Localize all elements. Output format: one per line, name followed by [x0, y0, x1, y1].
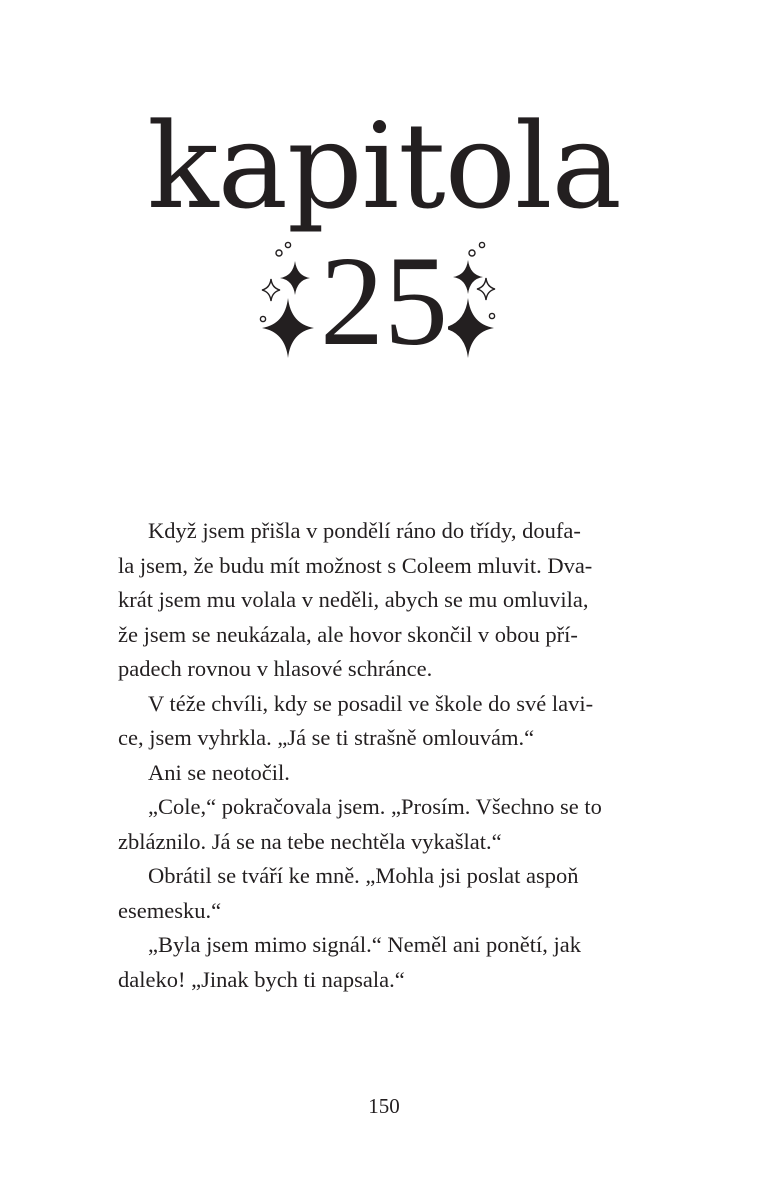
text-line-1: Když jsem přišla v pondělí ráno do třídy, doufa- — [148, 518, 581, 543]
text-line — [118, 721, 634, 756]
text-line-5: padech rovnou v hlasové schránce. — [118, 656, 433, 681]
page-number: 150 — [368, 1094, 400, 1118]
text-line — [148, 756, 634, 791]
text-line-11: Obrátil se tváří ke mně. „Mohla jsi poslat aspoň — [148, 863, 579, 888]
text-line-9: „Cole,“ pokračovala jsem. „Prosím. Všechno se to — [148, 794, 602, 819]
text-line — [148, 928, 634, 963]
text-line — [118, 583, 634, 618]
sparkle-stars-right-icon — [448, 236, 518, 366]
text-line-14: daleko! „Jinak bych ti napsala.“ — [118, 966, 405, 992]
text-line — [118, 894, 634, 929]
text-line — [118, 618, 634, 653]
chapter-number-row — [0, 230, 768, 372]
text-line — [148, 687, 634, 722]
text-line-12: esemesku.“ — [118, 897, 222, 923]
text-line-2: la jsem, že budu mít možnost s Coleem mluvit. Dva- — [118, 552, 593, 578]
chapter-heading-word: kapitola — [147, 97, 621, 235]
text-line-13: „Byla jsem mimo signál.“ Neměl ani ponětí, jak — [148, 932, 582, 957]
text-line — [118, 963, 634, 998]
text-line — [118, 549, 634, 584]
text-line-3: krát jsem mu volala v neděli, abych se mu omluvila, — [118, 587, 589, 612]
text-line-8: Ani se neotočil. — [148, 759, 290, 785]
chapter-number: 25 — [320, 230, 448, 372]
text-line-4: že jsem se neukázala, ale hovor skončil v obou pří- — [118, 621, 578, 647]
text-line — [148, 859, 634, 894]
text-line — [148, 514, 634, 549]
text-line — [118, 825, 634, 860]
text-line — [118, 652, 634, 687]
text-line-10: zbláznilo. Já se na tebe nechtěla vykašlat.“ — [118, 828, 502, 854]
text-line-6: V téže chvíli, kdy se posadil ve škole do své lavi- — [148, 690, 594, 716]
text-line — [148, 790, 634, 825]
chapter-body-text — [118, 514, 634, 997]
text-line-7: ce, jsem vyhrkla. „Já se ti strašně omlouvám.“ — [118, 725, 535, 750]
